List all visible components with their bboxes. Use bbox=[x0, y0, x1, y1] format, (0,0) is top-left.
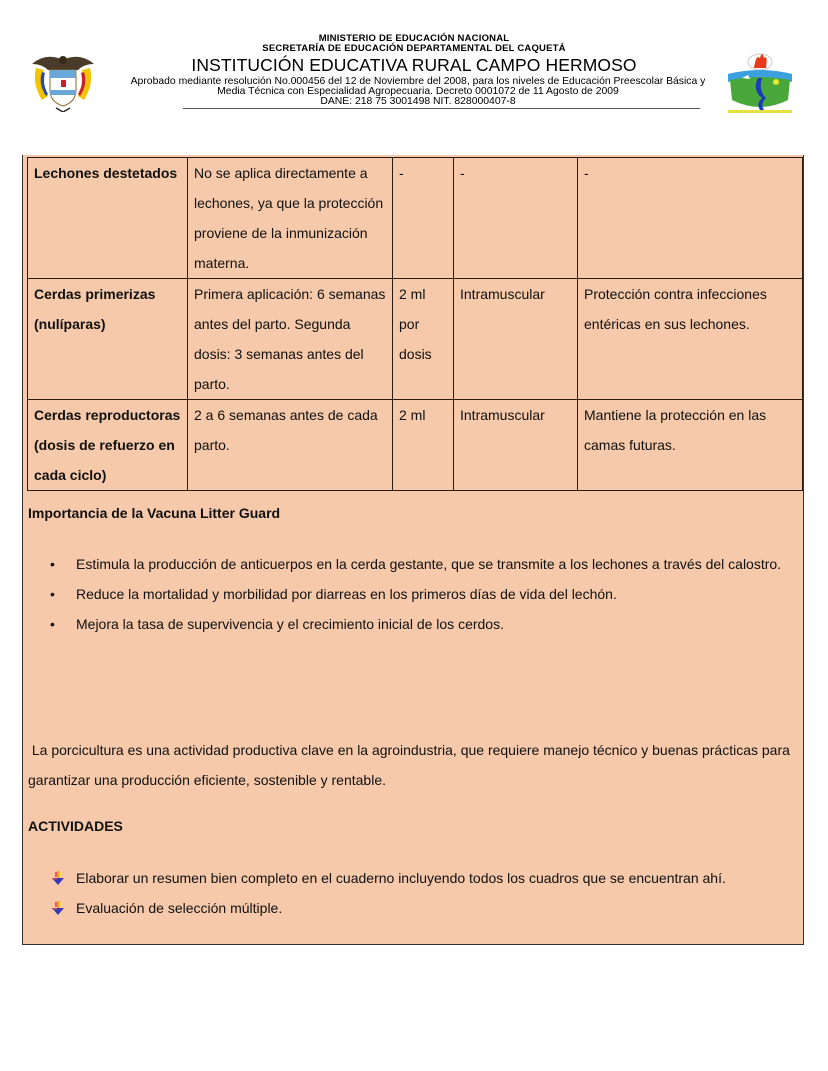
down-arrow-bullet-icon bbox=[50, 900, 66, 916]
schedule-cell: Primera aplicación: 6 semanas antes del parto. Segunda dosis: 3 semanas antes del parto. bbox=[188, 279, 393, 400]
list-item-text: Estimula la producción de anticuerpos en la cerda gestante, que se transmite a los lechones a través del calostro. bbox=[76, 556, 782, 572]
list-item-text: Mejora la tasa de supervivencia y el crecimiento inicial de los cerdos. bbox=[76, 616, 504, 632]
bullet-icon: • bbox=[50, 616, 55, 632]
list-item-text: Elaborar un resumen bien completo en el cuaderno incluyendo todos los cuadros que se encuentran ahí. bbox=[76, 870, 726, 886]
school-shield-icon bbox=[722, 48, 798, 116]
route-cell: - bbox=[454, 158, 578, 279]
list-item-text: Reduce la mortalidad y morbilidad por diarreas en los primeros días de vida del lechón. bbox=[76, 586, 617, 602]
route-cell: Intramuscular bbox=[454, 400, 578, 491]
institution-title: INSTITUCIÓN EDUCATIVA RURAL CAMPO HERMOSO bbox=[191, 55, 637, 75]
table-row bbox=[28, 158, 803, 279]
list-item bbox=[28, 863, 798, 893]
benefit-cell: Protección contra infecciones entéricas en sus lechones. bbox=[578, 279, 803, 400]
importance-list bbox=[28, 549, 788, 639]
table-row bbox=[28, 279, 803, 400]
benefit-cell: - bbox=[578, 158, 803, 279]
activities-heading: ACTIVIDADES bbox=[28, 818, 123, 834]
list-item-text: Evaluación de selección múltiple. bbox=[76, 900, 283, 916]
schedule-cell: No se aplica directamente a lechones, ya que la protección proviene de la inmunización materna. bbox=[188, 158, 393, 279]
media-line: Media Técnica con Especialidad Agropecuaria. Decreto 0001072 de 11 Agosto de 2009 bbox=[217, 86, 619, 97]
category-cell: Cerdas reproductoras (dosis de refuerzo en cada ciclo) bbox=[28, 400, 188, 491]
benefit-cell: Mantiene la protección en las camas futuras. bbox=[578, 400, 803, 491]
dose-cell: - bbox=[393, 158, 454, 279]
bullet-icon: • bbox=[50, 586, 55, 602]
list-item bbox=[28, 549, 788, 579]
activities-list bbox=[28, 863, 798, 923]
ministry-label: MINISTERIO DE EDUCACIÓN NACIONAL bbox=[318, 33, 510, 44]
table-row bbox=[28, 400, 803, 491]
approval-line: Aprobado mediante resolución No.000456 del 12 de Noviembre del 2008, para los niveles de Educación Preescolar Básica y bbox=[130, 76, 706, 87]
list-item bbox=[28, 579, 788, 609]
secretariat-label: SECRETARÍA DE EDUCACIÓN DEPARTAMENTAL DEL CAQUETÁ bbox=[262, 43, 566, 54]
list-item bbox=[28, 893, 798, 923]
bullet-icon: • bbox=[50, 556, 55, 572]
dane-line: DANE: 218 75 3001498 NIT. 828000407-8 bbox=[320, 96, 516, 107]
vaccination-table bbox=[27, 157, 803, 491]
route-cell: Intramuscular bbox=[454, 279, 578, 400]
header-divider bbox=[183, 108, 700, 109]
summary-paragraph: La porcicultura es una actividad productiva clave en la agroindustria, que requiere manejo técnico y buenas prácticas para garantizar una producción eficiente, sostenible y rentable. bbox=[28, 742, 794, 788]
category-cell: Lechones destetados bbox=[28, 158, 188, 279]
category-cell: Cerdas primerizas (nulíparas) bbox=[28, 279, 188, 400]
down-arrow-bullet-icon bbox=[50, 870, 66, 886]
importance-heading: Importancia de la Vacuna Litter Guard bbox=[28, 505, 281, 521]
document-header bbox=[0, 0, 828, 125]
dose-cell: 2 ml bbox=[393, 400, 454, 491]
list-item bbox=[28, 609, 788, 639]
dose-cell: 2 ml por dosis bbox=[393, 279, 454, 400]
schedule-cell: 2 a 6 semanas antes de cada parto. bbox=[188, 400, 393, 491]
